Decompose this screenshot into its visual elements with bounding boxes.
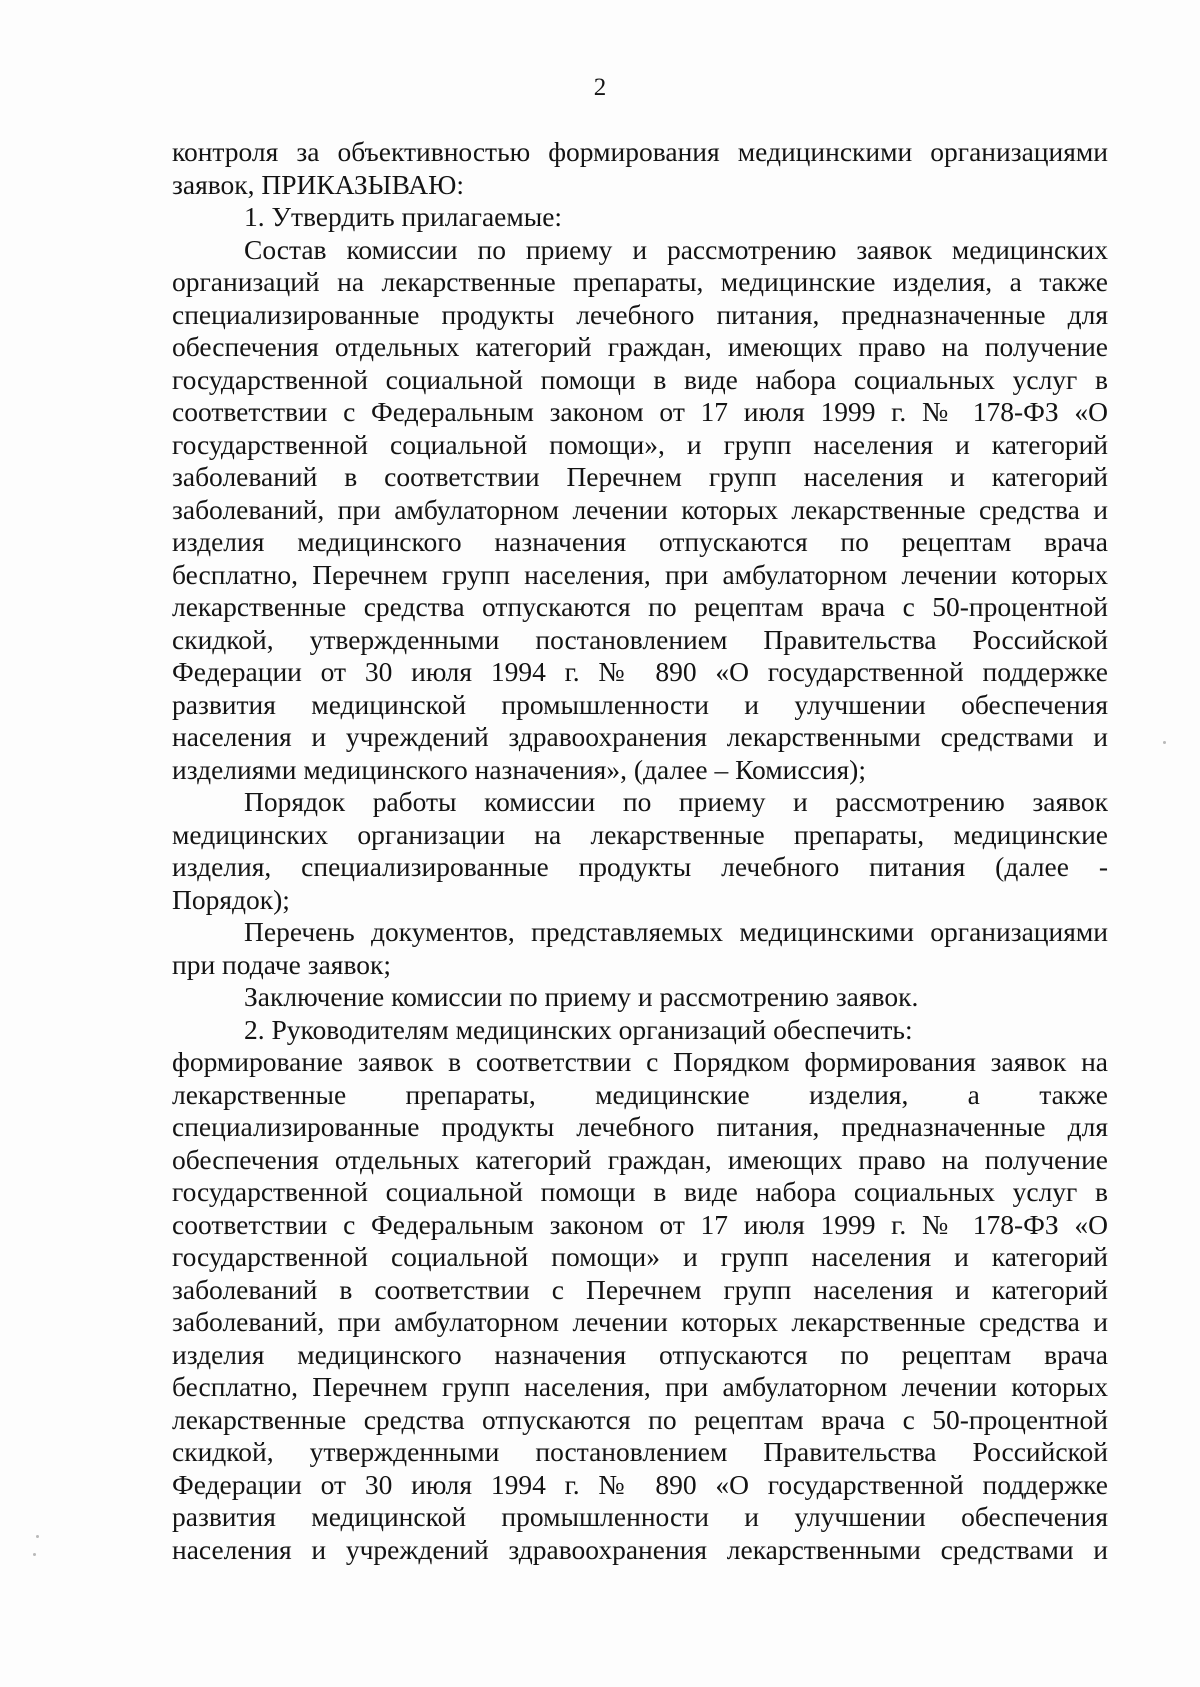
text-line: формирование заявок в соответствии с Порядком формирования заявок на bbox=[172, 1046, 1108, 1077]
text-line: организаций на лекарственные препараты, медицинские изделия, а также bbox=[172, 266, 1108, 297]
text-line: специализированные продукты лечебного питания, предназначенные для bbox=[172, 298, 1108, 330]
text-line: скидкой, утвержденными постановлением Правительства Российской bbox=[172, 623, 1108, 655]
text-line: Федерации от 30 июля 1994 г. № 890 «О государственной поддержке bbox=[172, 1468, 1108, 1500]
text-line: изделия медицинского назначения отпускаются по рецептам врача bbox=[172, 1338, 1108, 1370]
text-line: развития медицинской промышленности и улучшении обеспечения bbox=[172, 1501, 1108, 1532]
text-line: государственной социальной помощи в виде набора социальных услуг в bbox=[172, 1176, 1108, 1207]
text-line: Заключение комиссии по приему и рассмотрению заявок. bbox=[244, 981, 919, 1012]
text-line: населения и учреждений здравоохранения лекарственными средствами и bbox=[172, 721, 1108, 752]
text-line: Перечень документов, представляемых медицинскими организациями bbox=[244, 916, 1108, 947]
text-line: специализированные продукты лечебного питания, предназначенные для bbox=[172, 1111, 1108, 1142]
text-line: государственной социальной помощи» и групп населения и категорий bbox=[172, 1241, 1108, 1272]
text-line: скидкой, утвержденными постановлением Правительства Российской bbox=[172, 1436, 1108, 1467]
text-line: медицинских организации на лекарственные препараты, медицинские bbox=[172, 818, 1108, 850]
text-line: Федерации от 30 июля 1994 г. № 890 «О государственной поддержке bbox=[172, 656, 1108, 687]
text-line: бесплатно, Перечнем групп населения, при амбулаторном лечении которых bbox=[172, 558, 1108, 590]
text-line: изделиями медицинского назначения», (далее – Комиссия); bbox=[172, 753, 866, 785]
text-line: бесплатно, Перечнем групп населения, при амбулаторном лечении которых bbox=[172, 1371, 1108, 1402]
text-line: Порядок); bbox=[172, 883, 290, 915]
text-line: заболеваний в соответствии с Перечнем групп населения и категорий bbox=[172, 1273, 1108, 1305]
text-line: Порядок работы комиссии по приему и рассмотрению заявок bbox=[244, 786, 1108, 817]
text-line: соответствии с Федеральным законом от 17 июля 1999 г. № 178-ФЗ «О bbox=[172, 396, 1108, 427]
text-line: заболеваний, при амбулаторном лечении которых лекарственные средства и bbox=[172, 1306, 1108, 1337]
scan-speck bbox=[1163, 741, 1166, 744]
document-body bbox=[172, 136, 1108, 1566]
text-line: при подаче заявок; bbox=[172, 948, 392, 980]
text-line: заболеваний, при амбулаторном лечении которых лекарственные средства и bbox=[172, 493, 1108, 525]
text-line: обеспечения отдельных категорий граждан, имеющих право на получение bbox=[172, 331, 1108, 362]
scan-speck bbox=[36, 1535, 39, 1538]
text-line: лекарственные средства отпускаются по рецептам врача с 50-процентной bbox=[172, 591, 1108, 622]
text-line: соответствии с Федеральным законом от 17 июля 1999 г. № 178-ФЗ «О bbox=[172, 1208, 1108, 1240]
page-number: 2 bbox=[593, 74, 607, 101]
text-line: контроля за объективностью формирования медицинскими организациями bbox=[172, 136, 1108, 167]
text-line: лекарственные препараты, медицинские изделия, а также bbox=[172, 1078, 1108, 1110]
text-line: изделия, специализированные продукты лечебного питания (далее - bbox=[172, 851, 1108, 882]
scan-speck bbox=[33, 1553, 36, 1556]
text-line: 2. Руководителям медицинских организаций обеспечить: bbox=[244, 1013, 913, 1045]
text-line: изделия медицинского назначения отпускаются по рецептам врача bbox=[172, 526, 1108, 557]
text-line: 1. Утвердить прилагаемые: bbox=[244, 201, 563, 232]
text-line: государственной социальной помощи», и групп населения и категорий bbox=[172, 428, 1108, 460]
text-line: заболеваний в соответствии Перечнем групп населения и категорий bbox=[172, 461, 1108, 492]
text-line: обеспечения отдельных категорий граждан, имеющих право на получение bbox=[172, 1143, 1108, 1175]
text-line: развития медицинской промышленности и улучшении обеспечения bbox=[172, 688, 1108, 720]
text-line: населения и учреждений здравоохранения лекарственными средствами и bbox=[172, 1533, 1108, 1565]
text-line: государственной социальной помощи в виде набора социальных услуг в bbox=[172, 363, 1108, 395]
text-line: заявок, ПРИКАЗЫВАЮ: bbox=[172, 168, 465, 200]
text-line: Состав комиссии по приему и рассмотрению заявок медицинских bbox=[244, 233, 1108, 265]
text-line: лекарственные средства отпускаются по рецептам врача с 50-процентной bbox=[172, 1403, 1108, 1435]
